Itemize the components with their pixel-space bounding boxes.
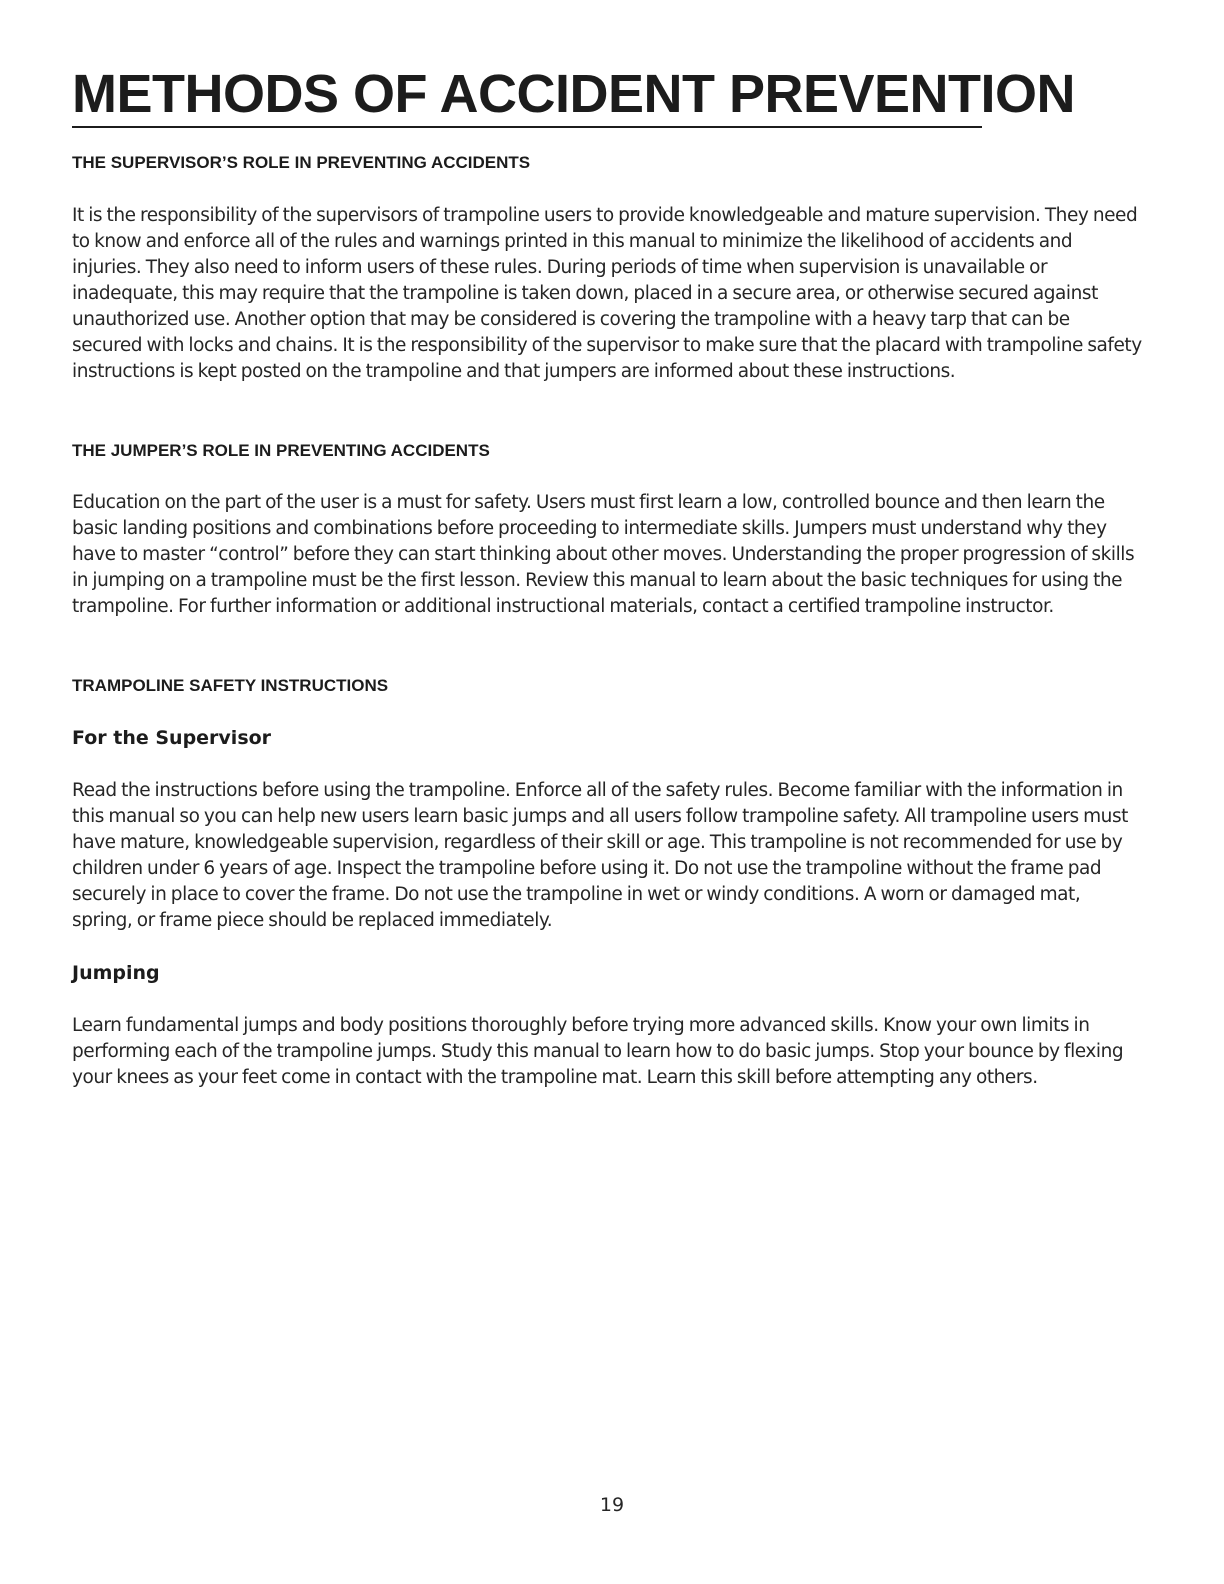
for-supervisor-subheading: For the Supervisor [72, 727, 272, 749]
jumping-subheading: Jumping [72, 962, 160, 984]
safety-instructions-heading: TRAMPOLINE SAFETY INSTRUCTIONS [72, 676, 389, 695]
jumper-role-heading: THE JUMPER’S ROLE IN PREVENTING ACCIDENTS [72, 441, 490, 460]
title-underline [72, 126, 982, 128]
page-title: METHODS OF ACCIDENT PREVENTION [72, 64, 1076, 124]
for-supervisor-paragraph: Read the instructions before using the trampoline. Enforce all of the safety rules. Become familiar with the information in this manual so you can help new users learn basic jumps and all users follow trampoline safety. All trampoline users must have mature, knowledgeable supervision, regardless of their skill or age. This trampoline is not recommended for use by children under 6 years of age. Inspect the trampoline before using it. Do not use the trampoline without the frame pad securely in place to cover the frame. Do not use the trampoline in wet or windy conditions. A worn or damaged mat, spring, or frame piece should be replaced immediately. [72, 780, 1128, 931]
supervisor-role-paragraph: It is the responsibility of the supervisors of trampoline users to provide knowledgeable and mature supervision. They need to know and enforce all of the rules and warnings printed in this manual to minimize the likelihood of accidents and injuries. They also need to inform users of these rules. During periods of time when supervision is unavailable or inadequate, this may require that the trampoline is taken down, placed in a secure area, or otherwise secured against unauthorized use. Another option that may be considered is covering the trampoline with a heavy tarp that can be secured with locks and chains. It is the responsibility of the supervisor to make sure that the placard with trampoline safety instructions is kept posted on the trampoline and that jumpers are informed about these instructions. [72, 205, 1142, 382]
jumper-role-paragraph: Education on the part of the user is a must for safety. Users must first learn a low, controlled bounce and then learn the basic landing positions and combinations before proceeding to intermediate skills. Jumpers must understand why they have to master “control” before they can start thinking about other moves. Understanding the proper progression of skills in jumping on a trampoline must be the first lesson. Review this manual to learn about the basic techniques for using the trampoline. For further information or additional instructional materials, contact a certified trampoline instructor. [72, 492, 1135, 617]
jumping-paragraph: Learn fundamental jumps and body positions thoroughly before trying more advanced skills. Know your own limits in performing each of the trampoline jumps. Study this manual to learn how to do basic jumps. Stop your bounce by flexing your knees as your feet come in contact with the trampoline mat. Learn this skill before attempting any others. [72, 1015, 1124, 1088]
page-number: 19 [599, 1494, 625, 1516]
supervisor-role-heading: THE SUPERVISOR’S ROLE IN PREVENTING ACCIDENTS [72, 153, 531, 172]
